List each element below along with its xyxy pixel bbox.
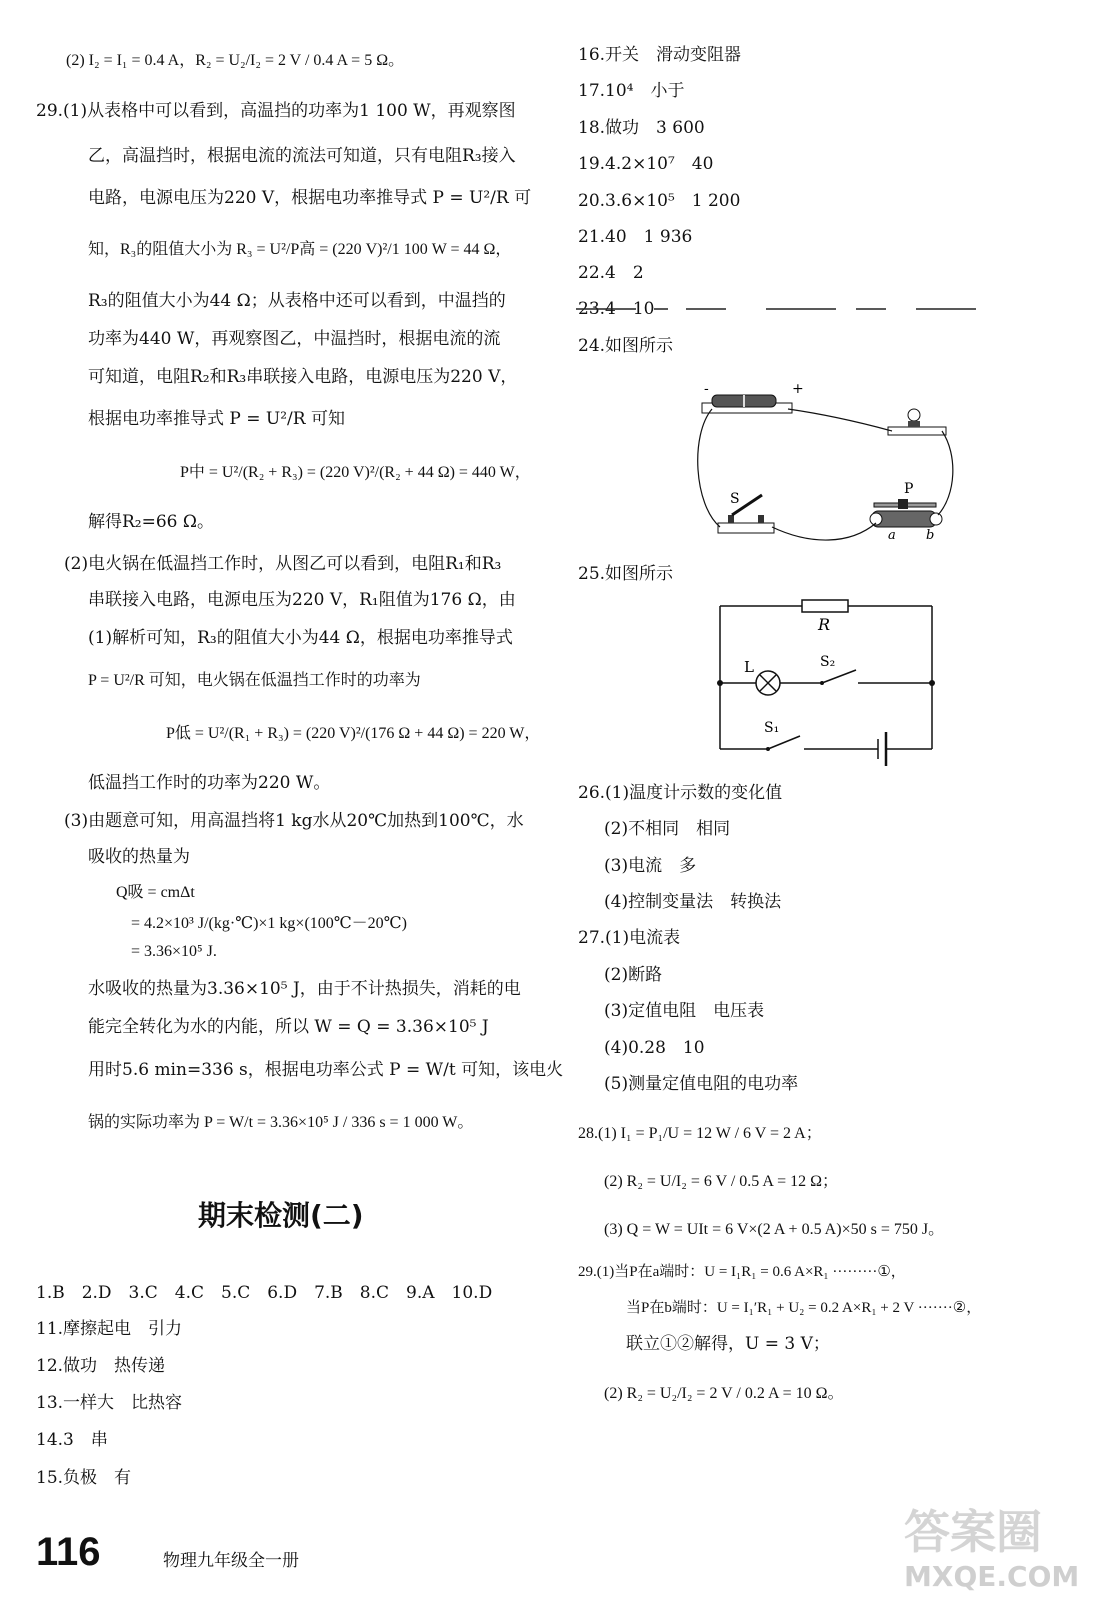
battery-icon bbox=[702, 395, 792, 413]
answer-29-line: 电路，电源电压为220 V，根据电功率推导式 P = U²/R 可 bbox=[88, 188, 532, 208]
strike-line bbox=[576, 306, 976, 312]
answer-29-line: 水吸收的热量为3.36×10⁵ J，由于不计热损失，消耗的电 bbox=[88, 979, 521, 999]
answer-29-line: 串联接入电路，电源电压为220 V，R₁阻值为176 Ω，由 bbox=[88, 590, 516, 610]
bulb-icon bbox=[888, 409, 946, 435]
answer-29-line: 低温挡工作时的功率为220 W。 bbox=[88, 773, 331, 793]
answer-26-4: (4)控制变量法 转换法 bbox=[604, 892, 782, 912]
answer-14: 14.3 串 bbox=[36, 1430, 108, 1450]
answer-22: 22.4 2 bbox=[578, 263, 644, 283]
answer-29-line: (1)解析可知，R₃的阻值大小为44 Ω，根据电功率推导式 bbox=[88, 628, 513, 648]
answer-29-line: 用时5.6 min=336 s，根据电功率公式 P = W/t 可知，该电火 bbox=[88, 1060, 564, 1080]
answer-19: 19.4.2×10⁷ 40 bbox=[578, 154, 714, 174]
resistor-icon bbox=[802, 600, 848, 612]
answer-29-line: 能完全转化为水的内能，所以 W = Q = 3.36×10⁵ J bbox=[88, 1017, 489, 1037]
rheostat-icon bbox=[870, 499, 942, 527]
answer-29-line: 可知道，电阻R₂和R₃串联接入电路，电源电压为220 V， bbox=[88, 367, 518, 387]
circuit-figure-24 bbox=[690, 381, 960, 545]
answer-27-2: (2)断路 bbox=[604, 965, 663, 985]
switch-s2-icon bbox=[822, 670, 856, 683]
answer-29-formula: 知，R₃的阻值大小为 R₃ = U²/P高 = (220 V)²/1 100 W = 44 Ω， bbox=[88, 241, 512, 258]
answer-29-1b: 当P在b端时：U = I₁′R₁ + U₂ = 0.2 A×R₁ + 2 V ·······②， bbox=[626, 1300, 982, 1316]
answer-29-formula: = 3.36×10⁵ J. bbox=[131, 943, 217, 960]
battery-minus-label: - bbox=[704, 381, 709, 397]
answer-26-3: (3)电流 多 bbox=[604, 856, 697, 876]
switch-s2-label: S₂ bbox=[820, 654, 836, 670]
answer-29-formula: = 4.2×10³ J/(kg·℃)×1 kg×(100℃－20℃) bbox=[131, 915, 407, 932]
switch-s1-label: S₁ bbox=[764, 720, 780, 736]
watermark-logo: 答案圈 bbox=[904, 1505, 1042, 1559]
answer-29-line: 解得R₂=66 Ω。 bbox=[88, 512, 214, 532]
answer-27-4: (4)0.28 10 bbox=[604, 1038, 705, 1058]
answer-16: 16.开关 滑动变阻器 bbox=[578, 45, 742, 65]
answer-29-line: 29.(1)从表格中可以看到，高温挡的功率为1 100 W，再观察图 bbox=[36, 101, 516, 121]
answer-13: 13.一样大 比热容 bbox=[36, 1393, 183, 1413]
answer-25: 25.如图所示 bbox=[578, 564, 674, 584]
answer-11: 11.摩擦起电 引力 bbox=[36, 1319, 183, 1339]
terminal-label-b: b bbox=[926, 528, 935, 543]
answer-28-3: (3) Q = W = UIt = 6 V×(2 A + 0.5 A)×50 s = 750 J。 bbox=[604, 1221, 945, 1238]
battery-plus-label: + bbox=[792, 381, 804, 397]
answer-18: 18.做功 3 600 bbox=[578, 118, 705, 138]
resistor-label: R bbox=[818, 615, 831, 634]
answer-26-1: 26.(1)温度计示数的变化值 bbox=[578, 783, 783, 803]
answer-20: 20.3.6×10⁵ 1 200 bbox=[578, 191, 741, 211]
answer-28-1: 28.(1) I₁ = P₁/U = 12 W / 6 V = 2 A； bbox=[578, 1125, 822, 1142]
answer-12: 12.做功 热传递 bbox=[36, 1356, 166, 1376]
answer-21: 21.40 1 936 bbox=[578, 227, 693, 247]
answer-29-line: (3)由题意可知，用高温挡将1 kg水从20℃加热到100℃，水 bbox=[64, 811, 524, 831]
answer-29-formula: 锅的实际功率为 P = W/t = 3.36×10⁵ J / 336 s = 1 000 W。 bbox=[88, 1114, 474, 1131]
answer-29-formula: P中 = U²/(R₂ + R₃) = (220 V)²/(R₂ + 44 Ω) = 440 W， bbox=[180, 464, 531, 481]
answer-29-line: 根据电功率推导式 P = U²/R 可知 bbox=[88, 409, 345, 429]
section-title: 期末检测(二) bbox=[198, 1199, 364, 1232]
answer-29-line: (2)电火锅在低温挡工作时，从图乙可以看到，电阻R₁和R₃ bbox=[64, 554, 502, 574]
answer-27-3: (3)定值电阻 电压表 bbox=[604, 1001, 765, 1021]
page-number: 116 bbox=[36, 1530, 101, 1574]
book-title: 物理九年级全一册 bbox=[163, 1551, 299, 1571]
answer-29-line: 功率为440 W，再观察图乙，中温挡时，根据电流的流 bbox=[88, 329, 501, 349]
switch-label: S bbox=[730, 491, 740, 507]
answer-29-line: 吸收的热量为 bbox=[88, 847, 190, 867]
answer-29-line: 乙，高温挡时，根据电流的流法可知道，只有电阻R₃接入 bbox=[88, 146, 516, 166]
watermark-url: MXQE.COM bbox=[904, 1560, 1080, 1593]
answer-29-2: (2) R₂ = U₂/I₂ = 2 V / 0.2 A = 10 Ω。 bbox=[604, 1385, 844, 1402]
answer-29-line: P = U²/R 可知，电火锅在低温挡工作时的功率为 bbox=[88, 672, 421, 689]
answer-29-formula: P低 = U²/(R₁ + R₃) = (220 V)²/(176 Ω + 44 Ω) = 220 W， bbox=[166, 725, 541, 742]
answer-29-formula: Q吸 = cmΔt bbox=[116, 884, 195, 901]
lamp-icon bbox=[756, 671, 780, 695]
battery-symbol-icon bbox=[878, 732, 886, 766]
answer-27-1: 27.(1)电流表 bbox=[578, 928, 681, 948]
switch-icon bbox=[718, 495, 774, 533]
lamp-label: L bbox=[744, 658, 754, 676]
answer-28-2-formula: (2) I₂ = I₁ = 0.4 A，R₂ = U₂/I₂ = 2 V / 0.4 A = 5 Ω。 bbox=[66, 52, 405, 69]
answer-15: 15.负极 有 bbox=[36, 1468, 132, 1488]
answer-29-line: R₃的阻值大小为44 Ω；从表格中还可以看到，中温挡的 bbox=[88, 291, 506, 311]
answer-29-1c: 联立①②解得，U = 3 V； bbox=[626, 1334, 830, 1354]
answer-17: 17.10⁴ 小于 bbox=[578, 81, 685, 101]
answer-26-2: (2)不相同 相同 bbox=[604, 819, 731, 839]
answer-27-5: (5)测量定值电阻的电功率 bbox=[604, 1074, 799, 1094]
circuit-figure-25 bbox=[700, 592, 950, 767]
answer-29-1a: 29.(1)当P在a端时：U = I₁R₁ = 0.6 A×R₁ ·········①， bbox=[578, 1264, 906, 1280]
answer-24: 24.如图所示 bbox=[578, 336, 674, 356]
answer-1-10: 1.B 2.D 3.C 4.C 5.C 6.D 7.B 8.C 9.A 10.D bbox=[36, 1283, 493, 1303]
slider-label-p: P bbox=[904, 481, 914, 497]
switch-s1-icon bbox=[768, 736, 800, 749]
answer-28-2: (2) R₂ = U/I₂ = 6 V / 0.5 A = 12 Ω； bbox=[604, 1173, 838, 1190]
terminal-label-a: a bbox=[888, 528, 896, 543]
answer-23: 23.4 10 bbox=[578, 299, 655, 319]
